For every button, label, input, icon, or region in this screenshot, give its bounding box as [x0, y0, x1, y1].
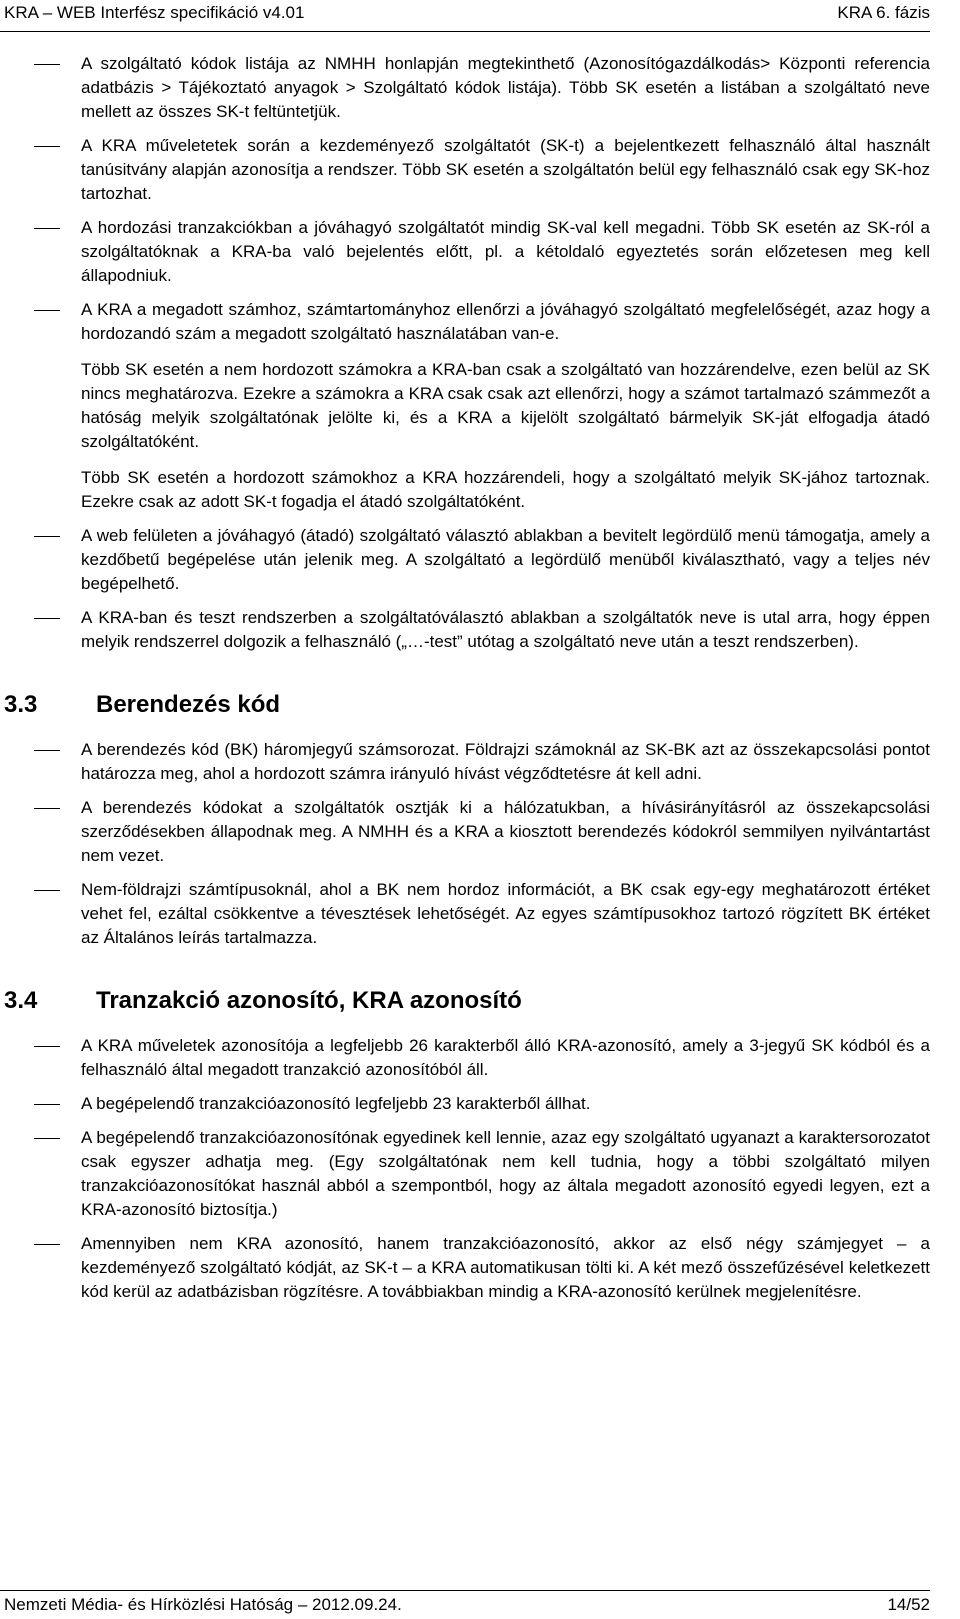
paragraph: A szolgáltató kódok listája az NMHH honlapján megtekinthető (Azonosítógazdálkodás> Központi referencia adatbázis > Tájékoztató anyagok > Szolgáltató kódok listája). Több SK esetén a listában a szolgáltató neve mellett az összes SK-t feltüntetjük.	[81, 54, 930, 121]
footer-organization-date: Nemzeti Média- és Hírközlési Hatóság – 2012.09.24.	[4, 1595, 402, 1614]
dash-bullet	[34, 64, 60, 65]
dash-bullet	[34, 228, 60, 229]
paragraph: A berendezés kódokat a szolgáltatók osztják ki a hálózatukban, a hívásirányításról az összekapcsolási szerződésekben állapodnak meg. A NMHH és a KRA a kiosztott berendezés kódokról semmilyen nyilvántartást nem vezet.	[81, 798, 930, 865]
paragraph: Több SK esetén a nem hordozott számokra a KRA-ban csak a szolgáltató van hozzárendelve, ezen belül az SK nincs meghatározva. Ezekre a számokra a KRA csak csak azt ellenőrzi, hogy a számot tartalmazó számmezőt a hatóság melyik szolgáltatónak jelölte ki, és a KRA a kijelölt szolgáltató bármelyik SK-ját elfogadja átadó szolgáltatóként.	[81, 360, 930, 451]
page-number: 14/52	[887, 1595, 930, 1614]
list-item	[0, 606, 930, 654]
section-number: 3.3	[4, 691, 38, 718]
list-item	[0, 878, 930, 950]
list-item	[0, 796, 930, 868]
dash-bullet	[34, 310, 60, 311]
list-item	[0, 52, 930, 124]
dash-bullet	[34, 1244, 60, 1245]
paragraph: A KRA-ban és teszt rendszerben a szolgáltatóválasztó ablakban a szolgáltatók neve is utal arra, hogy éppen melyik rendszerrel dolgozik a felhasználó („…-test” utótag a szolgáltató neve után a teszt rendszerben).	[81, 608, 930, 651]
bullet-list-section-3-3	[0, 738, 960, 950]
paragraph: Nem-földrajzi számtípusoknál, ahol a BK nem hordoz információt, a BK csak egy-egy meghatározott értéket vehet fel, ezáltal csökkentve a tévesztések lehetőségét. Az egyes számtípusokhoz tartozó rögzített BK értéket az Általános leírás tartalmazza.	[81, 880, 930, 947]
list-item	[0, 1126, 930, 1222]
paragraph: A begépelendő tranzakcióazonosítónak egyedinek kell lennie, azaz egy szolgáltató ugyanazt a karaktersorozatot csak egyszer adhatja meg. (Egy szolgáltatónak nem kell tudnia, hogy a többi szolgáltató milyen tranzakcióazonosítókat használ abból a szempontból, hogy az általa megadott azonosító egyedi legyen, ezt a KRA-azonosító biztosítja.)	[81, 1128, 930, 1219]
paragraph: Amennyiben nem KRA azonosító, hanem tranzakcióazonosító, akkor az első négy számjegyet – a kezdeményező szolgáltató kódját, az SK-t – a KRA automatikusan tölti ki. A két mező összefűzésével keletkezett kód kerül az adatbázisban rögzítésre. A továbbiakban mindig a KRA-azonosító kerülnek megjelenítésre.	[81, 1234, 930, 1301]
dash-bullet	[34, 1104, 60, 1105]
list-item	[0, 1232, 930, 1304]
paragraph: Több SK esetén a hordozott számokhoz a KRA hozzárendeli, hogy a szolgáltató melyik SK-jához tartoznak. Ezekre csak az adott SK-t fogadja el átadó szolgáltatóként.	[81, 468, 930, 511]
dash-bullet	[34, 146, 60, 147]
list-item	[0, 738, 930, 786]
bullet-list-top	[0, 52, 960, 654]
paragraph: A KRA műveletetek során a kezdeményező szolgáltatót (SK-t) a bejelentkezett felhasználó által használt tanúsitvány alapján azonosítja a rendszer. Több SK esetén a szolgáltatón belül egy felhasználó csak egy SK-hoz tartozhat.	[81, 136, 930, 203]
document-phase: KRA 6. fázis	[837, 3, 930, 22]
section-heading	[0, 688, 960, 728]
document-title: KRA – WEB Interfész specifikáció v4.01	[4, 3, 305, 22]
bullet-list-section-3-4	[0, 1034, 960, 1304]
dash-bullet	[34, 808, 60, 809]
paragraph: A hordozási tranzakciókban a jóváhagyó szolgáltatót mindig SK-val kell megadni. Több SK esetén az SK-ról a szolgáltatóknak a KRA-ba való bejelentés előtt, pl. a kétoldaló egyeztetés során előzetesen meg kell állapodniuk.	[81, 218, 930, 285]
document-body	[0, 52, 960, 1304]
page-footer	[0, 1590, 930, 1619]
paragraph: A web felületen a jóváhagyó (átadó) szolgáltató választó ablakban a bevitelt legördülő menü támogatja, amely a kezdőbetű begépelése után jelenik meg. A szolgáltató a legördülő menüből kiválasztható, vagy a teljes név begépelhető.	[81, 526, 930, 593]
dash-bullet	[34, 1046, 60, 1047]
list-item	[0, 298, 930, 514]
dash-bullet	[34, 536, 60, 537]
dash-bullet	[34, 890, 60, 891]
section-heading	[0, 984, 960, 1024]
section-title: Berendezés kód	[96, 691, 281, 718]
paragraph: A begépelendő tranzakcióazonosító legfeljebb 23 karakterből állhat.	[81, 1094, 591, 1113]
paragraph: A berendezés kód (BK) háromjegyű számsorozat. Földrajzi számoknál az SK-BK azt az összekapcsolási pontot határozza meg, ahol a hordozott számra irányuló hívást végződtetésre át kell adni.	[81, 740, 930, 783]
dash-bullet	[34, 618, 60, 619]
list-item	[0, 1034, 930, 1082]
list-item	[0, 1092, 930, 1116]
list-item	[0, 524, 930, 596]
page-header	[0, 0, 930, 32]
paragraph: A KRA műveletek azonosítója a legfeljebb 26 karakterből álló KRA-azonosító, amely a 3-jegyű SK kódból és a felhasználó által megadott tranzakció azonosítóból áll.	[81, 1036, 930, 1079]
paragraph: A KRA a megadott számhoz, számtartományhoz ellenőrzi a jóváhagyó szolgáltató megfelelőségét, azaz hogy a hordozandó szám a megadott szolgáltató használatában van-e.	[81, 300, 930, 343]
section-title: Tranzakció azonosító, KRA azonosító	[96, 987, 522, 1014]
dash-bullet	[34, 1138, 60, 1139]
dash-bullet	[34, 750, 60, 751]
list-item	[0, 216, 930, 288]
list-item	[0, 134, 930, 206]
section-number: 3.4	[4, 987, 38, 1014]
